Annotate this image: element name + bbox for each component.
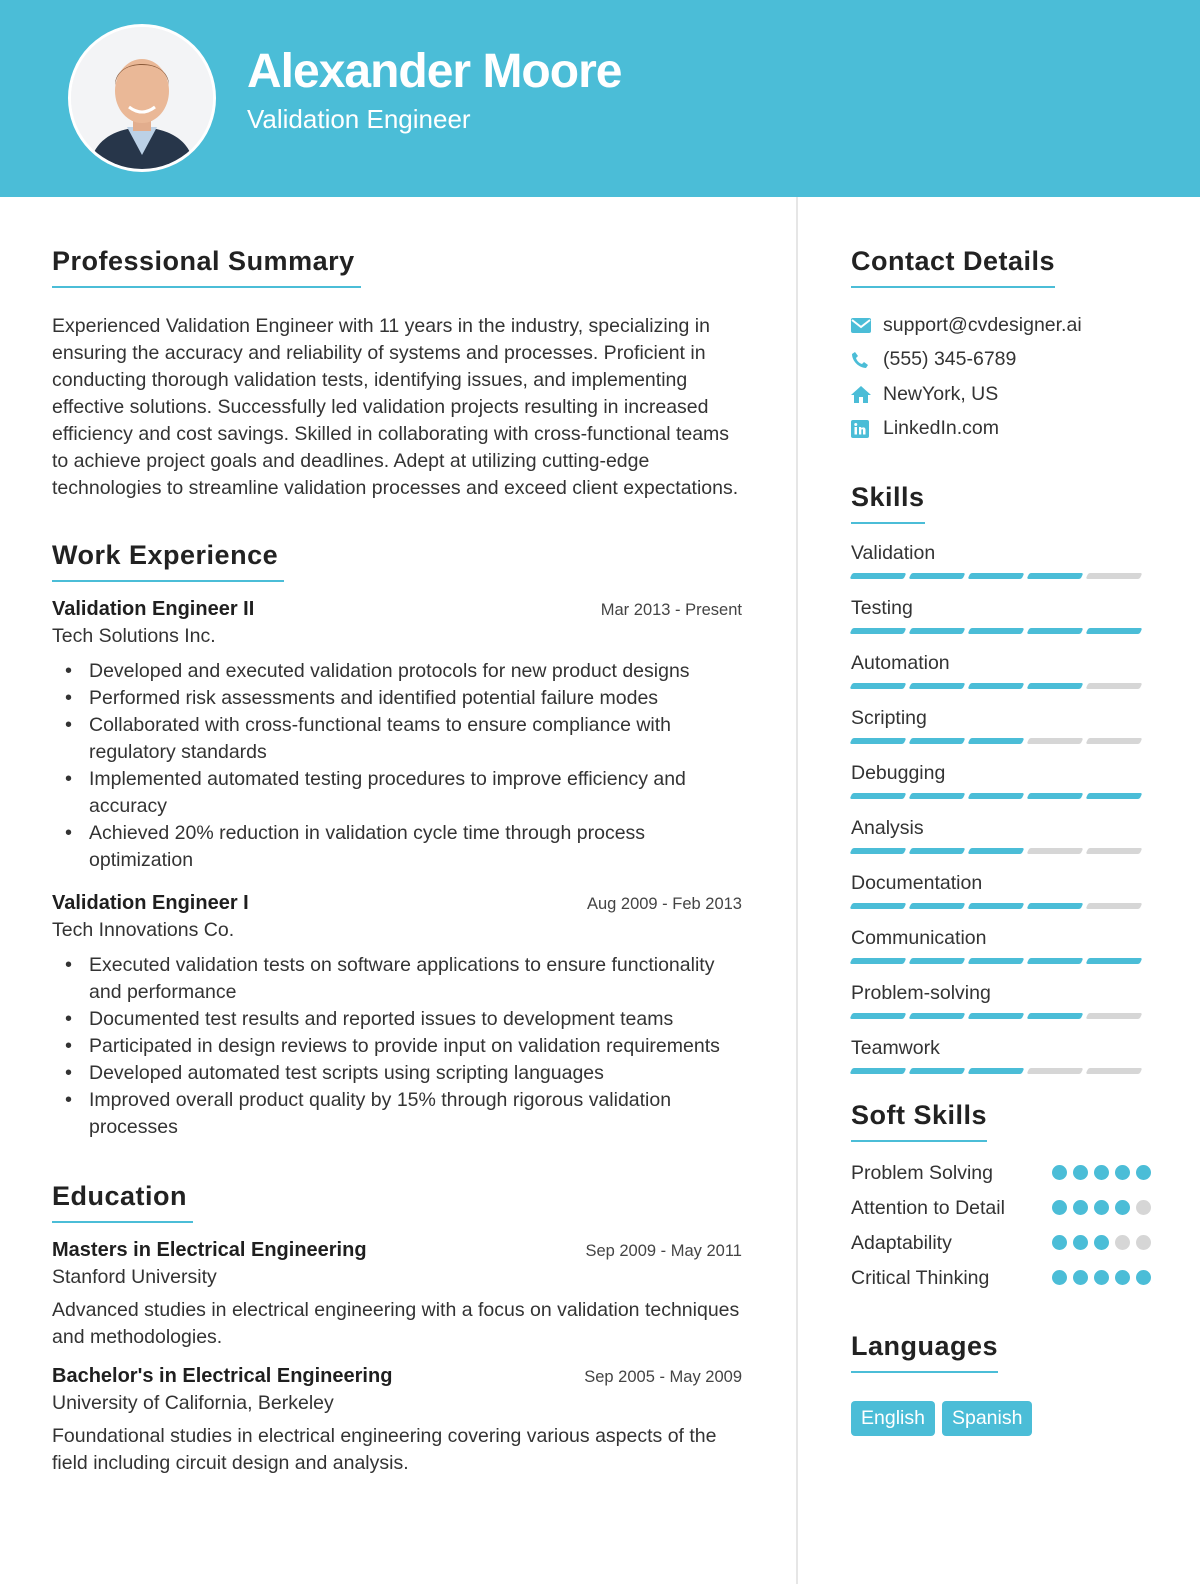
skill-item — [851, 542, 1151, 579]
soft-skill-item — [851, 1160, 1151, 1186]
skill-level-segment — [1086, 958, 1143, 964]
skill-level-bar — [851, 848, 1151, 854]
rating-dot — [1115, 1235, 1130, 1250]
job-entry — [52, 598, 742, 874]
rating-dot — [1094, 1165, 1109, 1180]
skill-level-segment — [1027, 628, 1084, 634]
skill-level-segment — [909, 683, 966, 689]
soft-skill-item — [851, 1265, 1151, 1291]
soft-skill-rating — [1052, 1165, 1151, 1180]
rating-dot — [1115, 1165, 1130, 1180]
rating-dot — [1115, 1200, 1130, 1215]
bullet-item: • Collaborated with cross-functional teams to ensure compliance with regulatory standards — [52, 712, 742, 766]
skill-level-bar — [851, 958, 1151, 964]
skill-level-segment — [968, 683, 1025, 689]
candidate-title: Validation Engineer — [247, 104, 471, 134]
contact-text: (555) 345-6789 — [883, 348, 1017, 371]
skill-name: Testing — [851, 597, 913, 619]
rating-dot — [1073, 1165, 1088, 1180]
rating-dot — [1052, 1235, 1067, 1250]
skill-level-segment — [968, 1013, 1025, 1019]
skill-level-segment — [850, 573, 907, 579]
job-company: Tech Solutions Inc. — [52, 625, 216, 647]
skill-level-segment — [1027, 848, 1084, 854]
rating-dot — [1094, 1235, 1109, 1250]
job-entry — [52, 892, 742, 1141]
bullet-item: • Performed risk assessments and identified potential failure modes — [52, 685, 742, 712]
skill-name: Debugging — [851, 762, 946, 784]
language-tags — [851, 1401, 1151, 1436]
languages-section — [851, 1331, 1151, 1436]
skill-name: Automation — [851, 652, 950, 674]
skill-level-segment — [968, 848, 1025, 854]
skill-item — [851, 1037, 1151, 1074]
contact-text: NewYork, US — [883, 382, 999, 405]
skill-level-segment — [850, 848, 907, 854]
school-name: Stanford University — [52, 1266, 217, 1288]
skill-level-segment — [1027, 1068, 1084, 1074]
bullet-item: • Improved overall product quality by 15% through rigorous validation processes — [52, 1087, 742, 1141]
rating-dot — [1094, 1270, 1109, 1285]
skill-name: Teamwork — [851, 1037, 940, 1059]
skill-name: Scripting — [851, 707, 927, 729]
main-column — [52, 246, 742, 1477]
job-title: Validation Engineer II — [52, 598, 255, 620]
contact-section — [851, 246, 1151, 446]
job-bullets — [52, 952, 742, 1141]
rating-dot — [1094, 1200, 1109, 1215]
skill-level-segment — [1027, 903, 1084, 909]
experience-section — [52, 540, 742, 1141]
soft-skill-rating — [1052, 1270, 1151, 1285]
soft-skill-rating — [1052, 1200, 1151, 1215]
phone-icon — [851, 351, 883, 369]
education-entry — [52, 1365, 742, 1477]
rating-dot — [1136, 1235, 1151, 1250]
skill-level-segment — [1086, 848, 1143, 854]
skill-level-bar — [851, 738, 1151, 744]
job-title: Validation Engineer I — [52, 892, 249, 914]
education-date: Sep 2009 - May 2011 — [585, 1242, 742, 1260]
language-tag: Spanish — [942, 1401, 1032, 1436]
soft-skill-name: Problem Solving — [851, 1162, 993, 1184]
skill-level-segment — [909, 1013, 966, 1019]
skill-level-bar — [851, 1013, 1151, 1019]
skill-level-segment — [1027, 958, 1084, 964]
skill-level-bar — [851, 628, 1151, 634]
skill-level-segment — [850, 1013, 907, 1019]
skill-level-segment — [909, 903, 966, 909]
column-divider — [796, 197, 798, 1584]
summary-text: Experienced Validation Engineer with 11 years in the industry, specializing in ensuring the accuracy and reliability of systems and processes. Proficient in conducting thorough validation tests, identifying issues, and implementing effective solutions. Successfully led validation projects resulting in increased efficiency and cost savings. Skilled in collaborating with cross-functional teams to achieve project goals and deadlines. Adept at utilizing cutting-edge technologies to streamline validation processes and exceed client expectations. — [52, 315, 739, 499]
skill-level-segment — [1086, 1013, 1143, 1019]
skill-item — [851, 982, 1151, 1019]
skill-level-segment — [909, 573, 966, 579]
soft-skill-name: Attention to Detail — [851, 1197, 1005, 1219]
skill-level-bar — [851, 1068, 1151, 1074]
skills-section — [851, 482, 1151, 1074]
sidebar-column — [851, 246, 1151, 1436]
degree-title: Masters in Electrical Engineering — [52, 1239, 367, 1261]
skill-level-bar — [851, 903, 1151, 909]
job-date: Aug 2009 - Feb 2013 — [586, 895, 742, 913]
skill-level-bar — [851, 793, 1151, 799]
soft-skills-heading: Soft Skills — [851, 1100, 987, 1142]
skill-level-segment — [850, 903, 907, 909]
skill-name: Problem-solving — [851, 982, 991, 1004]
summary-section — [52, 246, 742, 502]
home-icon — [851, 386, 883, 403]
skill-name: Communication — [851, 927, 987, 949]
soft-skill-item — [851, 1230, 1151, 1256]
rating-dot — [1052, 1200, 1067, 1215]
contact-location — [851, 377, 1151, 412]
skill-level-segment — [850, 958, 907, 964]
contact-text: support@cvdesigner.ai — [883, 313, 1082, 336]
rating-dot — [1115, 1270, 1130, 1285]
skill-level-segment — [1086, 1068, 1143, 1074]
skill-item — [851, 817, 1151, 854]
education-description: Foundational studies in electrical engineering covering various aspects of the field including circuit design and analysis. — [52, 1425, 717, 1474]
skill-level-segment — [968, 738, 1025, 744]
skill-level-segment — [850, 683, 907, 689]
skill-level-segment — [850, 793, 907, 799]
contact-phone[interactable] — [851, 343, 1151, 378]
soft-skill-rating — [1052, 1235, 1151, 1250]
skill-level-segment — [968, 1068, 1025, 1074]
skills-heading: Skills — [851, 482, 925, 524]
contact-heading: Contact Details — [851, 246, 1055, 288]
school-name: University of California, Berkeley — [52, 1392, 334, 1414]
skill-item — [851, 707, 1151, 744]
skill-level-segment — [1086, 793, 1143, 799]
resume-header — [0, 0, 1200, 197]
skill-level-segment — [909, 958, 966, 964]
education-date: Sep 2005 - May 2009 — [584, 1368, 742, 1386]
skill-level-segment — [1027, 683, 1084, 689]
skill-level-segment — [968, 628, 1025, 634]
skill-level-segment — [1086, 573, 1143, 579]
skill-level-segment — [1086, 903, 1143, 909]
rating-dot — [1073, 1200, 1088, 1215]
contact-linkedin[interactable] — [851, 412, 1151, 447]
skill-item — [851, 872, 1151, 909]
skill-level-segment — [909, 738, 966, 744]
languages-heading: Languages — [851, 1331, 998, 1373]
skill-level-segment — [1027, 573, 1084, 579]
summary-heading: Professional Summary — [52, 246, 361, 288]
bullet-item: • Implemented automated testing procedures to improve efficiency and accuracy — [52, 766, 742, 820]
skill-level-segment — [850, 628, 907, 634]
skill-level-segment — [968, 573, 1025, 579]
skill-level-segment — [968, 903, 1025, 909]
rating-dot — [1136, 1165, 1151, 1180]
rating-dot — [1136, 1200, 1151, 1215]
bullet-item: • Achieved 20% reduction in validation cycle time through process optimization — [52, 820, 742, 874]
person-portrait-icon — [71, 27, 213, 169]
experience-heading: Work Experience — [52, 540, 284, 582]
education-heading: Education — [52, 1181, 193, 1223]
skill-name: Analysis — [851, 817, 924, 839]
linkedin-icon — [851, 420, 883, 438]
rating-dot — [1052, 1270, 1067, 1285]
job-bullets — [52, 658, 742, 874]
skill-name: Validation — [851, 542, 936, 564]
soft-skills-list — [851, 1160, 1151, 1291]
education-entry — [52, 1239, 742, 1351]
bullet-item: • Developed automated test scripts using scripting languages — [52, 1060, 742, 1087]
bullet-item: • Executed validation tests on software applications to ensure functionality and performance — [52, 952, 742, 1006]
envelope-icon — [851, 318, 883, 333]
job-company: Tech Innovations Co. — [52, 919, 235, 941]
contact-email[interactable] — [851, 308, 1151, 343]
rating-dot — [1073, 1270, 1088, 1285]
rating-dot — [1136, 1270, 1151, 1285]
skill-level-bar — [851, 683, 1151, 689]
skill-item — [851, 762, 1151, 799]
skill-level-segment — [1027, 793, 1084, 799]
job-date: Mar 2013 - Present — [600, 601, 742, 619]
skill-level-segment — [968, 958, 1025, 964]
contact-text: LinkedIn.com — [883, 417, 999, 440]
skills-list — [851, 542, 1151, 1074]
soft-skill-name: Adaptability — [851, 1232, 952, 1254]
skill-level-segment — [909, 1068, 966, 1074]
skill-item — [851, 927, 1151, 964]
skill-level-segment — [909, 848, 966, 854]
skill-level-segment — [909, 793, 966, 799]
skill-level-segment — [850, 1068, 907, 1074]
skill-item — [851, 652, 1151, 689]
bullet-item: • Participated in design reviews to provide input on validation requirements — [52, 1033, 742, 1060]
skill-level-segment — [850, 738, 907, 744]
soft-skills-section — [851, 1100, 1151, 1291]
profile-photo — [68, 24, 216, 172]
education-section — [52, 1181, 742, 1477]
skill-level-bar — [851, 573, 1151, 579]
skill-name: Documentation — [851, 872, 983, 894]
bullet-item: • Documented test results and reported issues to development teams — [52, 1006, 742, 1033]
skill-level-segment — [909, 628, 966, 634]
bullet-item: • Developed and executed validation protocols for new product designs — [52, 658, 742, 685]
skill-level-segment — [1086, 738, 1143, 744]
soft-skill-item — [851, 1195, 1151, 1221]
degree-title: Bachelor's in Electrical Engineering — [52, 1365, 393, 1387]
skill-level-segment — [1027, 738, 1084, 744]
rating-dot — [1052, 1165, 1067, 1180]
candidate-name: Alexander Moore — [247, 45, 622, 98]
skill-level-segment — [1027, 1013, 1084, 1019]
soft-skill-name: Critical Thinking — [851, 1267, 990, 1289]
skill-level-segment — [1086, 683, 1143, 689]
education-description: Advanced studies in electrical engineering with a focus on validation techniques and methodologies. — [52, 1299, 740, 1348]
skill-level-segment — [968, 793, 1025, 799]
rating-dot — [1073, 1235, 1088, 1250]
skill-level-segment — [1086, 628, 1143, 634]
skill-item — [851, 597, 1151, 634]
language-tag: English — [851, 1401, 935, 1436]
